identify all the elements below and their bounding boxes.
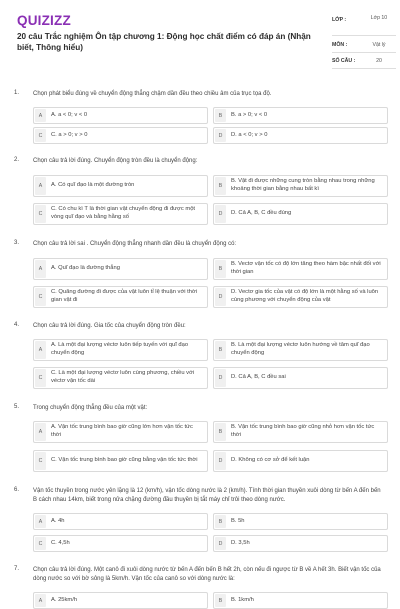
option-text: C. 4,5h: [51, 539, 70, 546]
option-2d[interactable]: [213, 203, 388, 225]
class-label: LỚP :: [332, 17, 347, 23]
option-text: A. 25km/h: [51, 596, 78, 603]
option-letter: D: [215, 288, 226, 306]
option-letter: B: [215, 109, 226, 122]
option-letter: A: [35, 260, 46, 278]
option-text: D. Cả A, B, C đều sai: [231, 374, 286, 381]
option-letter: B: [215, 260, 226, 278]
option-text: B. Vectơ vận tốc có độ lớn tăng theo hàm bậc nhất đối với thời gian: [231, 261, 381, 275]
question-number: 3.: [14, 240, 20, 246]
option-text: D. a < 0; v > 0: [231, 131, 268, 138]
option-3d[interactable]: [213, 286, 388, 308]
option-letter: A: [35, 515, 46, 528]
option-1a[interactable]: [33, 107, 208, 124]
option-text: C. Là một đại lượng véctơ luôn cùng phương, chiều với véctơ vận tốc dài: [51, 370, 195, 384]
option-text: B. 5h: [231, 517, 245, 524]
option-6c[interactable]: [33, 535, 208, 552]
option-letter: B: [215, 423, 226, 441]
option-letter: C: [35, 537, 46, 550]
subject-label: MÔN :: [332, 42, 348, 48]
question-text: Chọn câu trả lời đúng. Một canô đi xuôi dòng nước từ bến A đến bến B hết 2h, còn nếu đi ngược từ B về A hết 3h. Biết vận tốc của dòng nước so với bờ sông là 5km/h. Vận tốc của canô so với dòng nước là:: [33, 567, 381, 582]
option-4c[interactable]: [33, 367, 208, 389]
option-6b[interactable]: [213, 513, 388, 530]
option-text: A. a < 0; v < 0: [51, 111, 88, 118]
option-4d[interactable]: [213, 367, 388, 389]
option-letter: B: [215, 594, 226, 607]
option-text: C. Có chu kì T là thời gian vật chuyển động đi được một vòng quĩ đạo và bằng hằng số: [51, 206, 196, 220]
question-number: 7.: [14, 566, 20, 572]
option-5a[interactable]: [33, 421, 208, 443]
option-text: B. a > 0; v < 0: [231, 111, 268, 118]
option-text: A. Là một đại lượng véctơ luôn tiếp tuyến với quĩ đạo chuyển động: [51, 342, 189, 356]
option-letter: C: [35, 452, 46, 470]
question-number: 5.: [14, 404, 20, 410]
option-1b[interactable]: [213, 107, 388, 124]
worksheet-title: 20 câu Trắc nghiệm Ôn tập chương 1: Động học chất điểm có đáp án (Nhận biết, Thông hiểu): [17, 32, 311, 52]
option-text: B. Là một đại lượng véctơ luôn hướng về tâm quĩ đạo chuyển động: [231, 342, 370, 356]
option-letter: A: [35, 109, 46, 122]
option-letter: C: [35, 288, 46, 306]
option-letter: D: [215, 129, 226, 142]
meta-divider: [332, 52, 396, 53]
question-text: Chọn câu trả lời đúng. Gia tốc của chuyển động tròn đều:: [33, 323, 186, 329]
option-text: C. Quãng đường đi được của vật luôn tỉ lệ thuận với thời gian vật đi: [51, 289, 198, 303]
option-letter: A: [35, 594, 46, 607]
count-value: 20: [376, 58, 382, 64]
option-6a[interactable]: [33, 513, 208, 530]
question-number: 1.: [14, 90, 20, 96]
meta-divider: [332, 68, 396, 69]
option-text: A. 4h: [51, 517, 65, 524]
option-3a[interactable]: [33, 258, 208, 280]
option-1c[interactable]: [33, 127, 208, 144]
question-text: Chọn câu trả lời sai . Chuyển động thẳng nhanh dần đều là chuyển động có:: [33, 241, 237, 247]
option-text: B. Vận tốc trung bình bao giờ cũng nhỏ hơn vận tốc tức thời: [231, 424, 375, 438]
option-3b[interactable]: [213, 258, 388, 280]
option-text: D. Vectơ gia tốc của vật có độ lớn là một hằng số và luôn cùng phương với chuyển động của vật: [231, 289, 379, 303]
option-letter: D: [215, 537, 226, 550]
option-text: C. Vận tốc trung bình bao giờ cũng bằng vận tốc tức thời: [51, 457, 198, 464]
option-letter: A: [35, 423, 46, 441]
meta-divider: [332, 35, 396, 36]
question-text: Vận tốc thuyền trong nước yên lặng là 12 (km/h), vận tốc dòng nước là 2 (km/h). Tính thời gian thuyền xuôi dòng từ bến A đến bến B cách nhau 14km, biết trong nửa chặng đường đầu thuyền bị tắt máy chỉ trôi theo dòng nước.: [33, 488, 381, 503]
option-letter: C: [35, 205, 46, 223]
option-letter: C: [35, 129, 46, 142]
option-letter: D: [215, 452, 226, 470]
option-4b[interactable]: [213, 339, 388, 361]
option-text: A. Có quĩ đạo là một đường tròn: [51, 182, 135, 189]
subject-value: Vật lý: [372, 42, 386, 48]
option-letter: B: [215, 177, 226, 195]
option-text: D. Không có cơ sở để kết luận: [231, 457, 310, 464]
question-number: 2.: [14, 157, 20, 163]
option-2a[interactable]: [33, 175, 208, 197]
question-number: 6.: [14, 487, 20, 493]
option-letter: A: [35, 177, 46, 195]
option-5c[interactable]: [33, 450, 208, 472]
option-2c[interactable]: [33, 203, 208, 225]
class-value: Lớp 10: [370, 15, 388, 21]
question-text: Chọn câu trả lời đúng. Chuyển động tròn đều là chuyển động:: [33, 158, 198, 164]
option-text: D. Cả A, B, C đều đúng: [231, 210, 292, 217]
option-letter: D: [215, 205, 226, 223]
question-number: 4.: [14, 322, 20, 328]
option-2b[interactable]: [213, 175, 388, 197]
option-letter: C: [35, 369, 46, 387]
option-3c[interactable]: [33, 286, 208, 308]
count-label: SỐ CÂU :: [332, 58, 356, 64]
option-letter: B: [215, 341, 226, 359]
option-text: B. 1km/h: [231, 596, 254, 603]
option-5b[interactable]: [213, 421, 388, 443]
option-text: D. 3,5h: [231, 539, 250, 546]
option-text: B. Vật đi được những cung tròn bằng nhau trong những khoảng thời gian bằng nhau bất kì: [231, 178, 375, 192]
question-text: Trong chuyển động thẳng đều của một vật:: [33, 405, 148, 411]
worksheet-header: [0, 0, 400, 78]
option-5d[interactable]: [213, 450, 388, 472]
option-6d[interactable]: [213, 535, 388, 552]
option-7b[interactable]: [213, 592, 388, 609]
option-letter: D: [215, 369, 226, 387]
option-7a[interactable]: [33, 592, 208, 609]
quizizz-logo: QUIZIZZ: [17, 13, 71, 28]
option-text: C. a > 0; v > 0: [51, 131, 88, 138]
option-4a[interactable]: [33, 339, 208, 361]
option-text: A. Quĩ đạo là đường thẳng: [51, 265, 120, 272]
option-letter: B: [215, 515, 226, 528]
option-letter: A: [35, 341, 46, 359]
question-text: Chọn phát biểu đúng về chuyển động thẳng chậm dần đều theo chiều âm của trục tọa độ.: [33, 91, 272, 97]
option-1d[interactable]: [213, 127, 388, 144]
option-text: A. Vận tốc trung bình bao giờ cũng lớn hơn vận tốc tức thời: [51, 424, 193, 438]
